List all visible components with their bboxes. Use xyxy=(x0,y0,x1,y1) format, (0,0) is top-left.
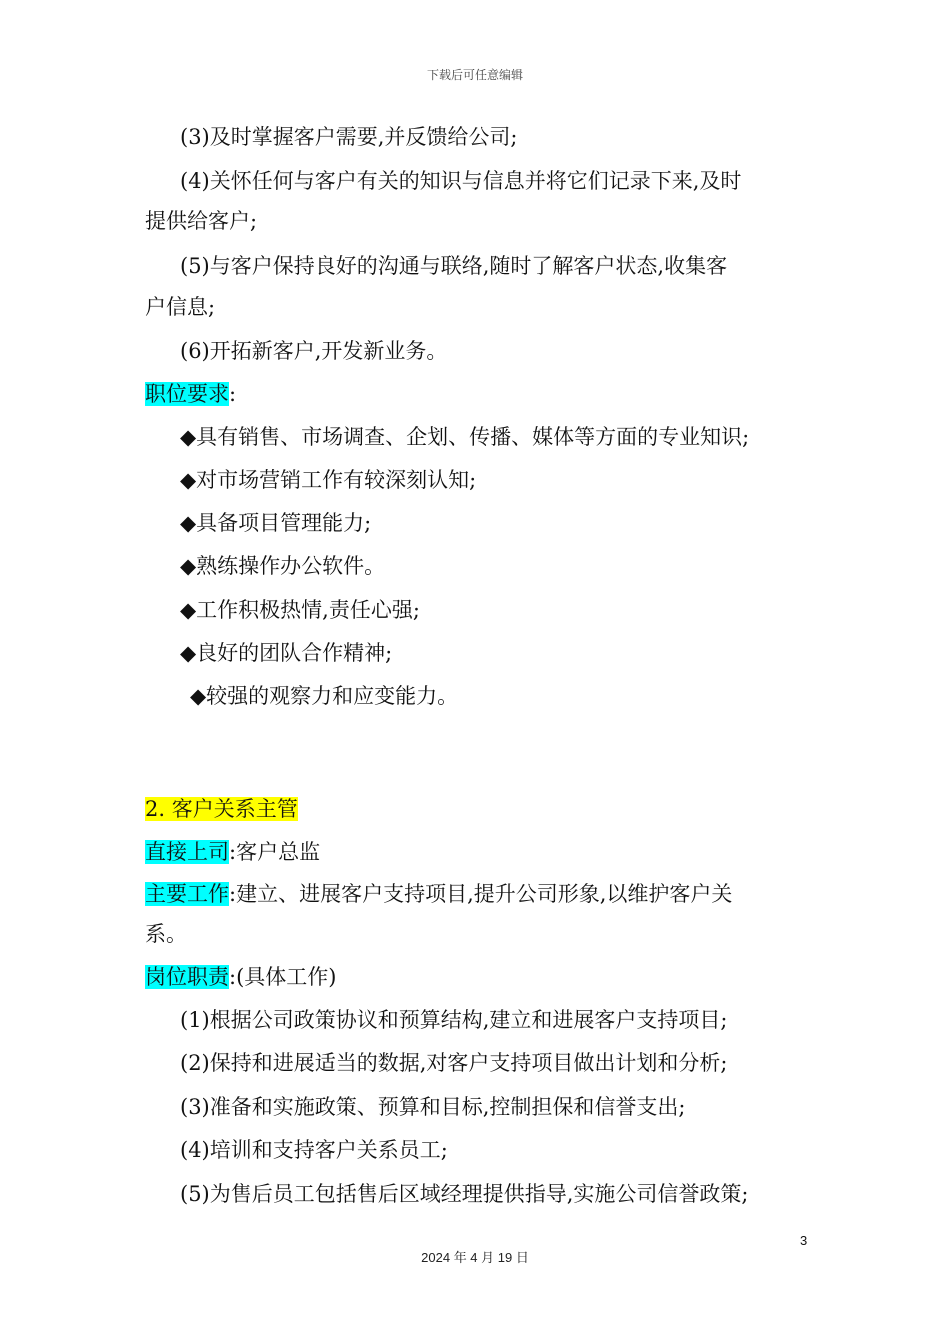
duty-item: (3)及时掌握客户需要,并反馈给公司; xyxy=(180,125,518,149)
page-number: 3 xyxy=(800,1233,808,1248)
duty-item: (5)为售后员工包括售后区域经理提供指导,实施公司信誉政策; xyxy=(180,1182,749,1206)
page-header: 下载后可任意编辑 xyxy=(426,68,523,82)
main-work-continuation: 系。 xyxy=(145,922,187,946)
duty-item: (4)培训和支持客户关系员工; xyxy=(180,1138,448,1162)
requirement-item: ◆熟练操作办公软件。 xyxy=(180,554,386,578)
section-title-text: 2. 客户关系主管 xyxy=(145,797,298,821)
requirement-item: ◆较强的观察力和应变能力。 xyxy=(190,684,459,708)
requirement-item: ◆良好的团队合作精神; xyxy=(180,641,393,665)
duty-item: (5)与客户保持良好的沟通与联络,随时了解客户状态,收集客 xyxy=(180,254,728,278)
duty-item: (1)根据公司政策协议和预算结构,建立和进展客户支持项目; xyxy=(180,1008,728,1032)
main-work-value: :建立、进展客户支持项目,提升公司形象,以维护客户关 xyxy=(229,882,733,906)
requirements-label: 职位要求 xyxy=(145,382,229,406)
supervisor-label: 直接上司 xyxy=(145,840,229,864)
duties-row xyxy=(145,964,336,990)
supervisor-row xyxy=(145,839,320,865)
requirement-item: ◆对市场营销工作有较深刻认知; xyxy=(180,468,477,492)
duties-label: 岗位职责 xyxy=(145,965,229,989)
duties-value: :(具体工作) xyxy=(229,965,337,989)
requirements-heading xyxy=(145,381,236,407)
duty-item-continuation: 提供给客户; xyxy=(145,209,258,233)
requirement-item: ◆具有销售、市场调查、企划、传播、媒体等方面的专业知识; xyxy=(180,425,750,449)
page-footer-date: 2024 年 4 月 19 日 xyxy=(421,1250,529,1265)
duty-item-continuation: 户信息; xyxy=(145,295,216,319)
duty-item: (6)开拓新客户,开发新业务。 xyxy=(180,339,448,363)
section-title xyxy=(145,796,298,822)
duty-item: (2)保持和进展适当的数据,对客户支持项目做出计划和分析; xyxy=(180,1051,728,1075)
requirement-item: ◆工作积极热情,责任心强; xyxy=(180,598,420,622)
duty-item: (3)准备和实施政策、预算和目标,控制担保和信誉支出; xyxy=(180,1095,686,1119)
requirements-colon: : xyxy=(229,382,237,406)
duty-item: (4)关怀任何与客户有关的知识与信息并将它们记录下来,及时 xyxy=(180,169,742,193)
main-work-label: 主要工作 xyxy=(145,882,229,906)
supervisor-value: :客户总监 xyxy=(229,840,321,864)
main-work-row xyxy=(145,881,732,907)
requirement-item: ◆具备项目管理能力; xyxy=(180,511,372,535)
